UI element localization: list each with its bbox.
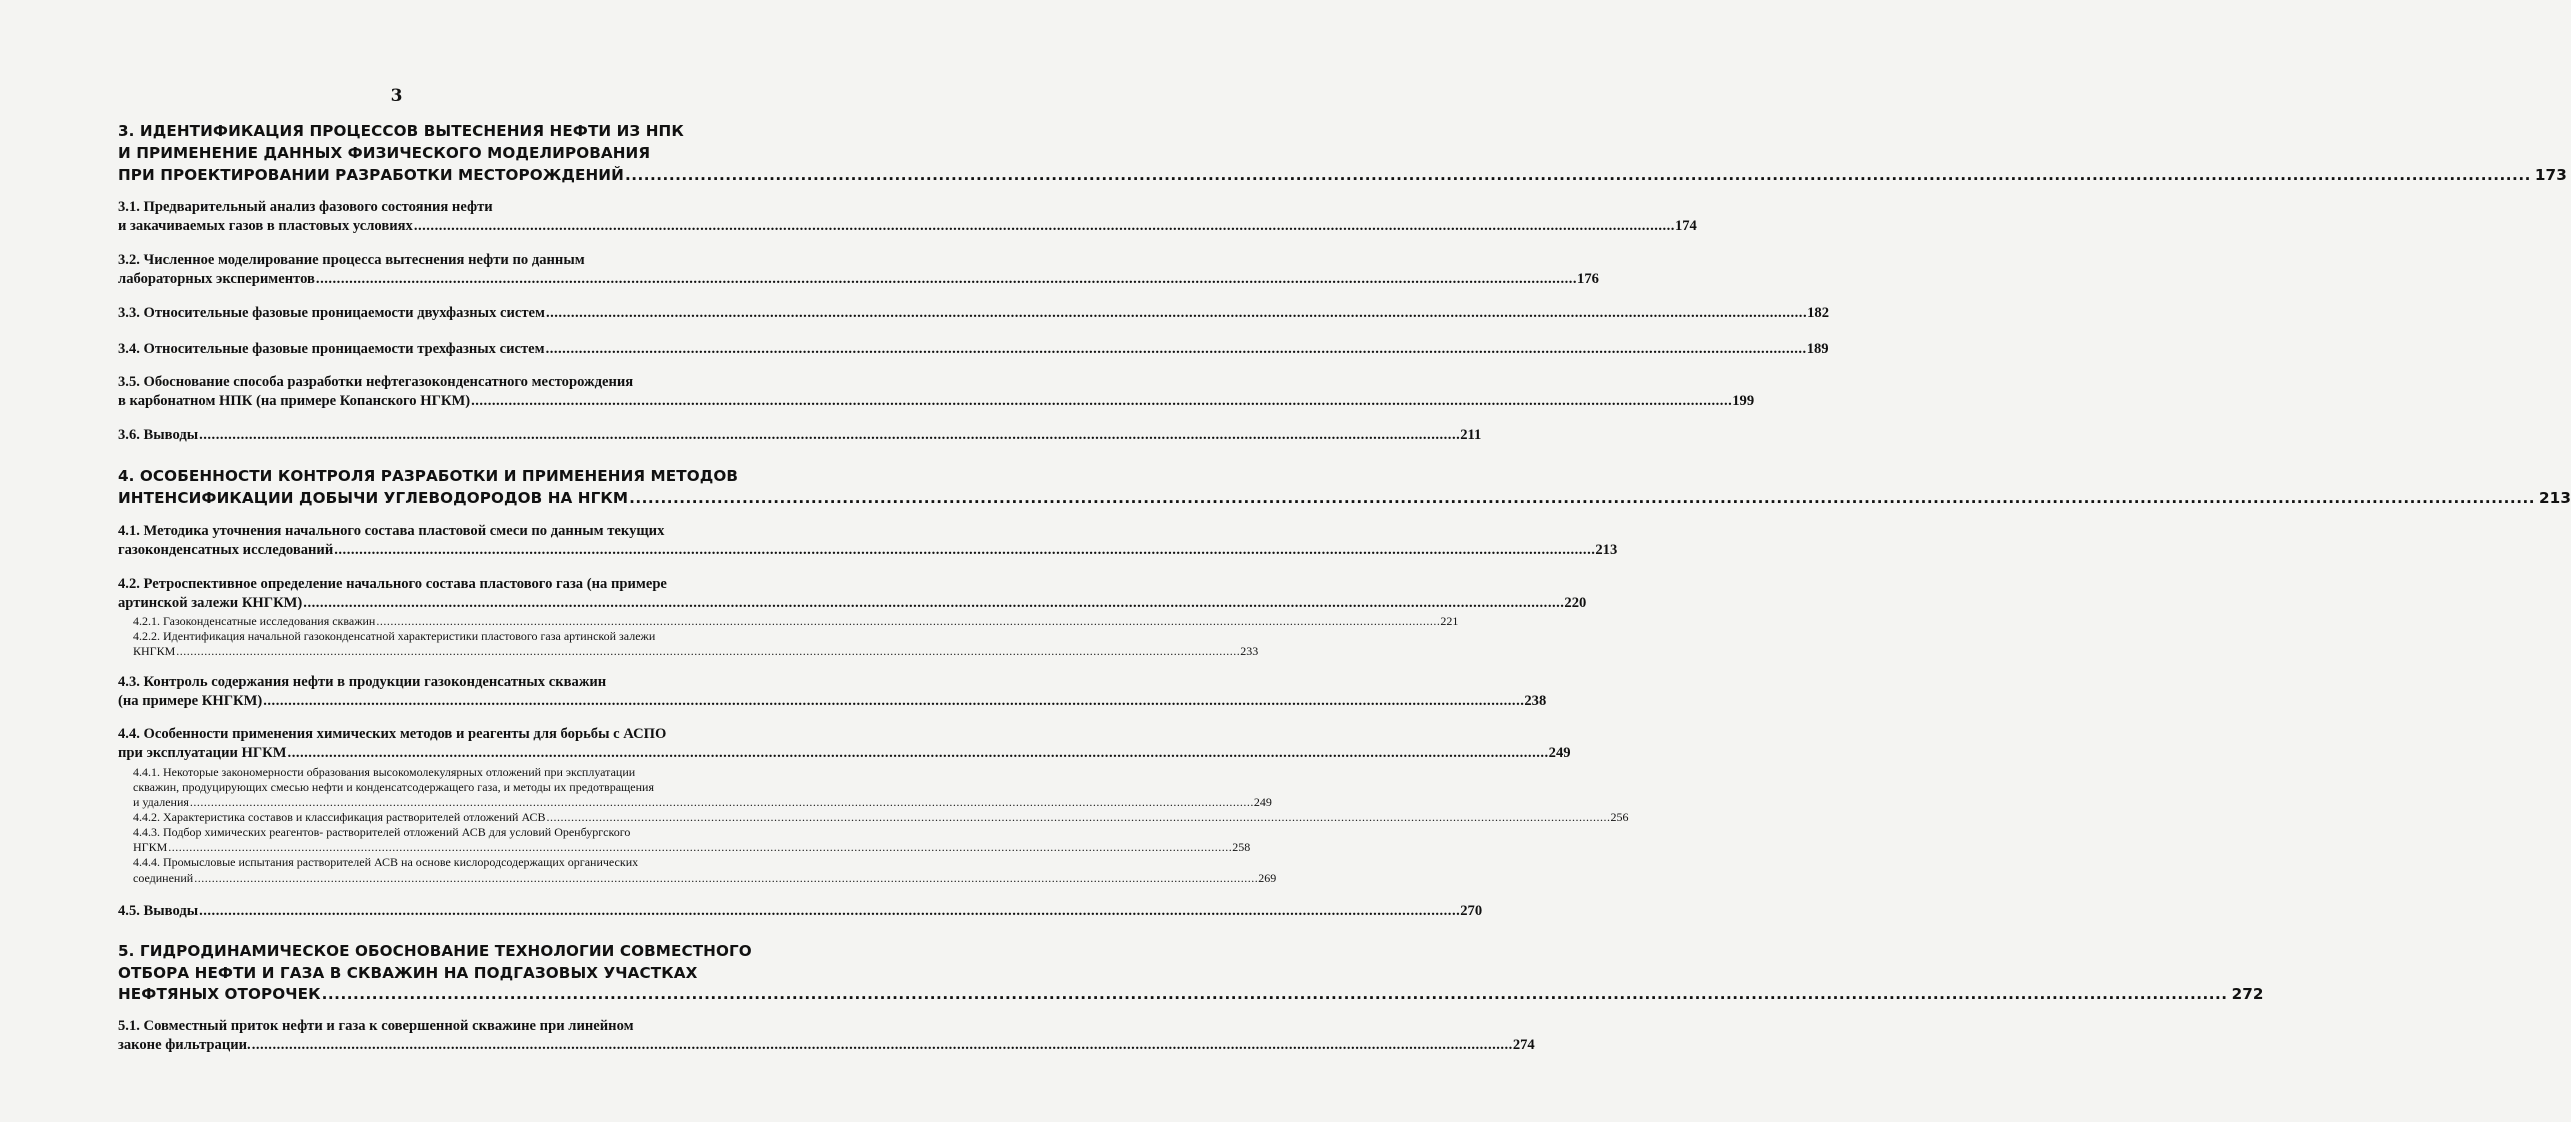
toc-page-number: 176 [1577, 271, 1599, 287]
toc-line [118, 271, 1599, 288]
toc-text: при эксплуатации НГКМ [118, 745, 287, 761]
toc-page-number: 221 [1440, 614, 1459, 628]
dot-leader [263, 693, 1524, 710]
dot-leader [546, 341, 1807, 358]
toc-text: (на примере КНГКМ) [118, 693, 263, 709]
toc-text: 4.4.3. Подбор химических реагентов- растворителей отложений АСВ для условий Оренбургского [133, 825, 631, 839]
toc-line [118, 144, 722, 162]
toc-page-number: 256 [1610, 810, 1629, 824]
toc-text: ПРИ ПРОЕКТИРОВАНИИ РАЗРАБОТКИ МЕСТОРОЖДЕНИЙ [118, 166, 624, 184]
dot-leader [252, 1037, 1513, 1054]
dot-leader [376, 614, 1440, 629]
toc-text: и закачиваемых газов в пластовых условиях [118, 218, 413, 234]
toc-line [118, 674, 722, 691]
toc-line [118, 374, 722, 391]
dot-leader [471, 393, 1732, 410]
dot-leader [288, 745, 1549, 762]
toc-text: И ПРИМЕНЕНИЕ ДАННЫХ ФИЗИЧЕСКОГО МОДЕЛИРОВАНИЯ [118, 144, 651, 162]
toc-text: 5. ГИДРОДИНАМИЧЕСКОЕ ОБОСНОВАНИЕ ТЕХНОЛОГИИ СОВМЕСТНОГО [118, 942, 752, 960]
toc-text: скважин, продуцирующих смесью нефти и конденсатсодержащего газа, и методы их предотвращения [133, 780, 654, 794]
toc-line [118, 985, 2264, 1003]
toc-text: НГКМ [133, 840, 168, 854]
toc-line [133, 765, 723, 780]
toc-line [118, 523, 722, 540]
toc-text: 4.1. Методика уточнения начального состава пластовой смеси по данным текущих [118, 523, 665, 539]
toc-text: 4.2. Ретроспективное определение начального состава пластового газа (на примере [118, 576, 667, 592]
toc-text: соединений [133, 871, 194, 885]
toc-text: 4.2.1. Газоконденсатные исследования скважин [133, 614, 376, 628]
toc-line [118, 122, 722, 140]
toc-text: законе фильтрации. [118, 1037, 251, 1053]
dot-leader [414, 218, 1675, 235]
toc-line [118, 726, 722, 743]
toc-line [133, 644, 1259, 659]
toc-page-number: 182 [1807, 305, 1829, 321]
toc-line [133, 825, 723, 840]
toc-text: артинской залежи КНГКМ) [118, 595, 303, 611]
toc-line [118, 576, 722, 593]
toc-text: 5.1. Совместный приток нефти и газа к совершенной скважине при линейном [118, 1018, 634, 1034]
toc-text: и удаления [133, 795, 189, 809]
toc-text: 4.4.4. Промысловые испытания растворителей АСВ на основе кислородсодержащих органических [133, 855, 639, 869]
toc-text: 4. ОСОБЕННОСТИ КОНТРОЛЯ РАЗРАБОТКИ И ПРИМЕНЕНИЯ МЕТОДОВ [118, 467, 739, 485]
toc-page-number: 199 [1732, 393, 1755, 409]
dot-leader [547, 810, 1611, 825]
toc-page-number: 211 [1460, 427, 1482, 443]
dot-leader [334, 542, 1595, 559]
dot-leader [194, 871, 1258, 886]
toc-line [118, 467, 739, 485]
toc-text: 3. ИДЕНТИФИКАЦИЯ ПРОЦЕССОВ ВЫТЕСНЕНИЯ НЕФТИ ИЗ НПК [118, 122, 684, 140]
dot-leader [168, 840, 1232, 855]
dot-leader [190, 795, 1254, 810]
toc-line [118, 489, 2571, 507]
toc-page-number: 272 [2231, 985, 2264, 1003]
toc-line [118, 693, 1547, 710]
dot-leader [199, 903, 1460, 920]
dot-leader [199, 427, 1460, 444]
toc-page-number: 174 [1674, 218, 1697, 234]
toc-line [118, 903, 1483, 920]
toc-line [133, 840, 1251, 855]
toc-line [118, 427, 1482, 444]
toc-page-number: 173 [2534, 166, 2567, 184]
toc-line [118, 199, 722, 216]
toc-text: 4.5. Выводы [118, 903, 199, 919]
toc-page-number: 213 [2539, 489, 2571, 507]
toc-page-number: 274 [1512, 1037, 1535, 1053]
dot-leader [303, 595, 1564, 612]
toc-line [118, 305, 1829, 322]
toc-line [133, 780, 723, 795]
toc-line [118, 1018, 722, 1035]
dot-leader [625, 166, 2531, 184]
dot-leader [629, 489, 2535, 507]
dot-leader [176, 644, 1240, 659]
toc-line [133, 871, 1277, 886]
toc-text: 4.2.2. Идентификация начальной газоконденсатной характеристики пластового газа артинской залежи [133, 629, 656, 643]
toc-text: 3.4. Относительные фазовые проницаемости трехфазных систем [118, 341, 545, 357]
toc-text: 3.2. Численное моделирование процесса вытеснения нефти по данным [118, 252, 585, 268]
toc-line [133, 810, 1629, 825]
toc-page-number: 270 [1460, 903, 1483, 919]
toc-line [118, 393, 1755, 410]
toc-text: КНГКМ [133, 644, 176, 658]
toc-line [118, 252, 722, 269]
toc-text: 3.3. Относительные фазовые проницаемости двухфазных систем [118, 305, 545, 321]
toc-line [118, 166, 2567, 184]
toc-line [118, 745, 1571, 762]
toc-line [133, 629, 723, 644]
toc-line [118, 218, 1697, 235]
toc-text: лабораторных экспериментов [118, 271, 315, 287]
toc-page-number: 269 [1258, 871, 1277, 885]
dot-leader [322, 985, 2228, 1003]
page-number: 3 [390, 86, 403, 106]
toc-line [133, 855, 723, 870]
toc-page-number: 249 [1548, 745, 1571, 761]
toc-text: 4.4.2. Характеристика составов и классификация растворителей отложений АСВ [133, 810, 546, 824]
toc-text: ИНТЕНСИФИКАЦИИ ДОБЫЧИ УГЛЕВОДОРОДОВ НА НГКМ [118, 489, 629, 507]
toc-line [118, 942, 752, 960]
toc-page-number: 249 [1253, 795, 1272, 809]
toc-text: НЕФТЯНЫХ ОТОРОЧЕК [118, 985, 321, 1003]
toc-text: в карбонатном НПК (на примере Копанского НГКМ) [118, 393, 471, 409]
toc-text: 3.1. Предварительный анализ фазового состояния нефти [118, 199, 493, 215]
toc-page-number: 213 [1595, 542, 1618, 558]
toc-text: газоконденсатных исследований [118, 542, 334, 558]
toc-line [118, 964, 722, 982]
toc-text: 3.6. Выводы [118, 427, 199, 443]
toc-text: 4.4. Особенности применения химических методов и реагенты для борьбы с АСПО [118, 726, 667, 742]
toc-text: 3.5. Обоснование способа разработки нефтегазоконденсатного месторождения [118, 374, 634, 390]
toc-page-number: 238 [1524, 693, 1547, 709]
dot-leader [316, 271, 1577, 288]
dot-leader [546, 305, 1807, 322]
toc-page-number: 233 [1240, 644, 1259, 658]
toc-page-number: 220 [1564, 595, 1587, 611]
toc-line [118, 1037, 1535, 1054]
toc-line [118, 542, 1618, 559]
toc-text: 4.4.1. Некоторые закономерности образования высокомолекулярных отложений при эксплуатации [133, 765, 636, 779]
toc-line [133, 795, 1272, 810]
toc-text: ОТБОРА НЕФТИ И ГАЗА В СКВАЖИН НА ПОДГАЗОВЫХ УЧАСТКАХ [118, 964, 698, 982]
toc-line [118, 595, 1587, 612]
toc-line [118, 341, 1829, 358]
toc-page-number: 189 [1806, 341, 1829, 357]
toc-line [133, 614, 1459, 629]
toc-text: 4.3. Контроль содержания нефти в продукции газоконденсатных скважин [118, 674, 607, 690]
toc-page-number: 258 [1232, 840, 1251, 854]
